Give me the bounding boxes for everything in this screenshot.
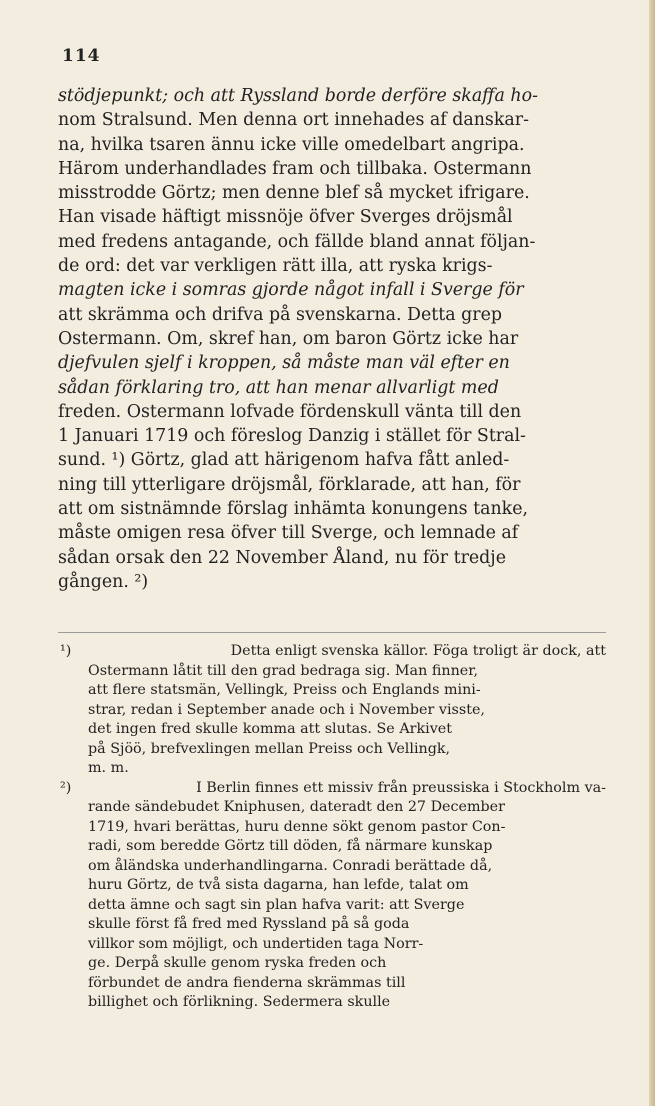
- footnote-1-line: [60, 642, 606, 662]
- body-text: [58, 84, 606, 594]
- body-line-text: misstrodde Görtz; men denne blef så mycket ifrigare.: [58, 183, 530, 204]
- footnote-2-line: [60, 915, 606, 935]
- body-line: [58, 327, 606, 351]
- footnote-text: Detta enligt svenska källor. Föga troligt är dock, att: [230, 643, 606, 659]
- footnote-text: ge. Derpå skulle genom ryska freden och: [88, 955, 387, 971]
- footnote-text: att flere statsmän, Vellingk, Preiss och Englands mini-: [88, 682, 481, 698]
- body-line: [58, 303, 606, 327]
- body-line-text: att skrämma och drifva på svenskarna. Detta grep: [58, 304, 503, 325]
- page-number: 114: [62, 46, 101, 66]
- body-line: [58, 473, 606, 497]
- body-line: [58, 521, 606, 545]
- footnote-1-line: [60, 720, 606, 740]
- body-line-text: sund. ¹) Görtz, glad att härigenom hafva fått anled-: [58, 450, 510, 471]
- body-line: [58, 205, 606, 229]
- body-line: [58, 230, 606, 254]
- body-line-text: 1 Januari 1719 och föreslog Danzig i stället för Stral-: [58, 426, 526, 447]
- body-line: [58, 448, 606, 472]
- body-line-text: sådan förklaring tro, att han menar allvarligt med: [58, 377, 499, 398]
- footnote-text: rande sändebudet Kniphusen, dateradt den 27 December: [88, 799, 505, 815]
- footnote-1-line: [60, 759, 606, 779]
- body-line-text: med fredens antagande, och fällde bland annat följan-: [58, 231, 536, 252]
- footnote-1-line: [60, 681, 606, 701]
- footnote-text: I Berlin finnes ett missiv från preussiska i Stockholm va-: [196, 779, 606, 796]
- body-line-text: Ostermann. Om, skref han, om baron Görtz icke har: [58, 328, 519, 349]
- body-line-text: magten icke i somras gjorde något infall i Sverge för: [58, 280, 524, 301]
- footnote-text: Ostermann låtit till den grad bedraga sig. Man finner,: [88, 662, 479, 679]
- footnote-text: villkor som möjligt, och undertiden taga Norr-: [88, 935, 424, 952]
- body-line: [58, 181, 606, 205]
- footnote-text: det ingen fred skulle komma att slutas. Se Arkivet: [88, 721, 452, 737]
- footnote-1-line: [60, 740, 606, 760]
- body-line: [58, 376, 606, 400]
- body-line: [58, 157, 606, 181]
- footnote-2-marker: ²): [60, 779, 72, 796]
- body-line: [58, 133, 606, 157]
- footnote-text: billighet och förlikning. Sedermera skulle: [88, 994, 391, 1010]
- footnote-text: om åländska underhandlingarna. Conradi berättade då,: [88, 857, 493, 874]
- body-line: [58, 497, 606, 521]
- footnote-text: på Sjöö, brefvexlingen mellan Preiss och Vellingk,: [88, 740, 451, 757]
- body-line-text: Härom underhandlades fram och tillbaka. Ostermann: [58, 158, 532, 179]
- footnote-2-line: [60, 798, 606, 818]
- footnote-2-line: [60, 837, 606, 857]
- footnote-1-marker: ¹): [60, 643, 72, 659]
- body-line: [58, 570, 606, 594]
- footnote-2-line: [60, 779, 606, 799]
- footnote-text: huru Görtz, de två sista dagarna, han lefde, talat om: [88, 877, 469, 893]
- body-line: [58, 424, 606, 448]
- body-line-text: Han visade häftigt missnöje öfver Sverges dröjsmål: [58, 207, 513, 228]
- footnote-1-line: [60, 701, 606, 721]
- footnote-2-line: [60, 954, 606, 974]
- footnote-2-line: [60, 896, 606, 916]
- footnote-2-line: [60, 974, 606, 994]
- body-line: [58, 108, 606, 132]
- body-line-text: måste omigen resa öfver till Sverge, och lemnade af: [58, 523, 519, 544]
- footnotes: [60, 642, 606, 1013]
- footnote-separator: [58, 632, 606, 633]
- footnote-2-line: [60, 935, 606, 955]
- footnote-2-line: [60, 857, 606, 877]
- body-line: [58, 546, 606, 570]
- footnote-text: 1719, hvari berättas, huru denne sökt genom pastor Con-: [88, 818, 506, 835]
- body-line-text: att om sistnämnde förslag inhämta konungens tanke,: [58, 499, 529, 520]
- body-line-text: stödjepunkt; och att Ryssland borde derföre skaffa ho-: [58, 86, 538, 106]
- body-line-text: nom Stralsund. Men denna ort innehades af danskar-: [58, 110, 529, 131]
- footnote-2-line: [60, 876, 606, 896]
- body-line-text: gången. ²): [58, 571, 149, 592]
- footnote-1-line: [60, 662, 606, 682]
- footnote-text: förbundet de andra fienderna skrämmas till: [88, 974, 406, 991]
- page-edge: [649, 0, 655, 1106]
- body-line: [58, 84, 606, 108]
- footnote-2-line: [60, 818, 606, 838]
- footnote-text: skulle först få fred med Ryssland på så goda: [88, 916, 410, 932]
- footnote-text: detta ämne och sagt sin plan hafva varit: att Sverge: [88, 896, 465, 913]
- body-line: [58, 254, 606, 278]
- footnote-text: strar, redan i September anade och i November visste,: [88, 701, 485, 718]
- body-line-text: ning till ytterligare dröjsmål, förklarade, att han, för: [58, 474, 521, 495]
- body-line-text: freden. Ostermann lofvade fördenskull vänta till den: [58, 401, 522, 422]
- body-line: [58, 400, 606, 424]
- footnote-text: m. m.: [88, 760, 129, 776]
- body-line: [58, 278, 606, 302]
- body-line-text: djefvulen sjelf i kroppen, så måste man väl efter en: [58, 353, 510, 374]
- footnote-text: radi, som beredde Görtz till döden, få närmare kunskap: [88, 838, 493, 854]
- footnote-2-line: [60, 993, 606, 1013]
- body-line-text: sådan orsak den 22 November Åland, nu för tredje: [58, 547, 506, 568]
- body-line-text: na, hvilka tsaren ännu icke ville omedelbart angripa.: [58, 134, 525, 155]
- body-line-text: de ord: det var verkligen rätt illa, att ryska krigs-: [58, 256, 493, 277]
- body-line: [58, 351, 606, 375]
